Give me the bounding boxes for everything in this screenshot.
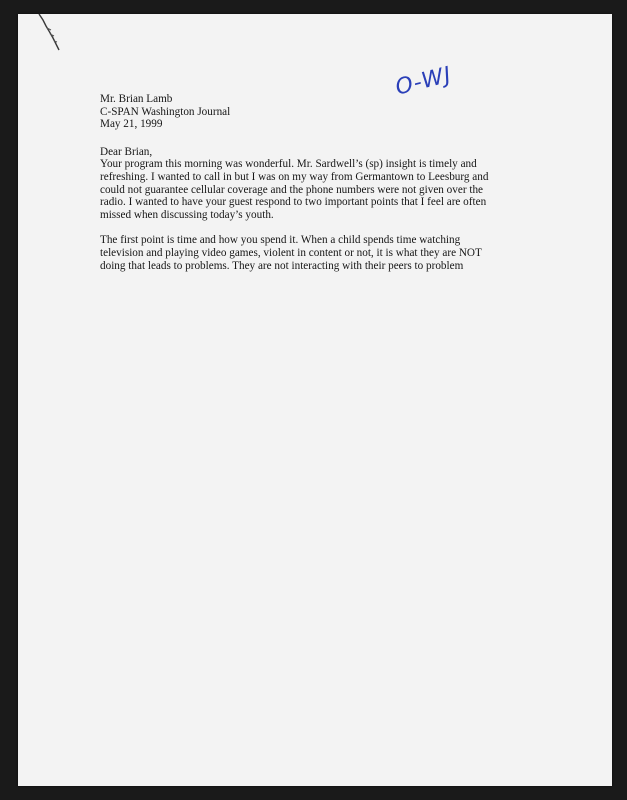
paragraph-line-cutoff: doing that leads to problems. They are not interacting with their peers to problem	[100, 259, 464, 272]
handwritten-annotation: O-WJ	[392, 62, 455, 101]
paragraph-2	[100, 234, 520, 272]
paragraph-line: television and playing video games, violent in content or not, it is what they are NOT	[100, 246, 482, 259]
paragraph-line: The first point is time and how you spend it. When a child spends time watching	[100, 234, 461, 247]
paragraph-1	[100, 158, 520, 221]
recipient-name: Mr. Brian Lamb	[100, 93, 173, 105]
letter-page	[18, 14, 612, 786]
salutation: Dear Brian,	[100, 145, 153, 158]
recipient-organization: C-SPAN Washington Journal	[100, 105, 231, 118]
staple-mark-icon	[37, 14, 77, 64]
paragraph-line: missed when discussing today’s youth.	[100, 208, 274, 221]
paragraph-line: Your program this morning was wonderful. Mr. Sardwell’s (sp) insight is timely and	[100, 158, 477, 171]
paragraph-line: radio. I wanted to have your guest respond to two important points that I feel are often	[100, 196, 487, 209]
paragraph-line: could not guarantee cellular coverage and the phone numbers were not given over the	[100, 183, 484, 196]
letter-body	[100, 93, 520, 272]
paragraph-line: refreshing. I wanted to call in but I was on my way from Germantown to Leesburg and	[100, 170, 489, 183]
recipient-address	[100, 93, 520, 131]
letter-date: May 21, 1999	[100, 118, 163, 131]
